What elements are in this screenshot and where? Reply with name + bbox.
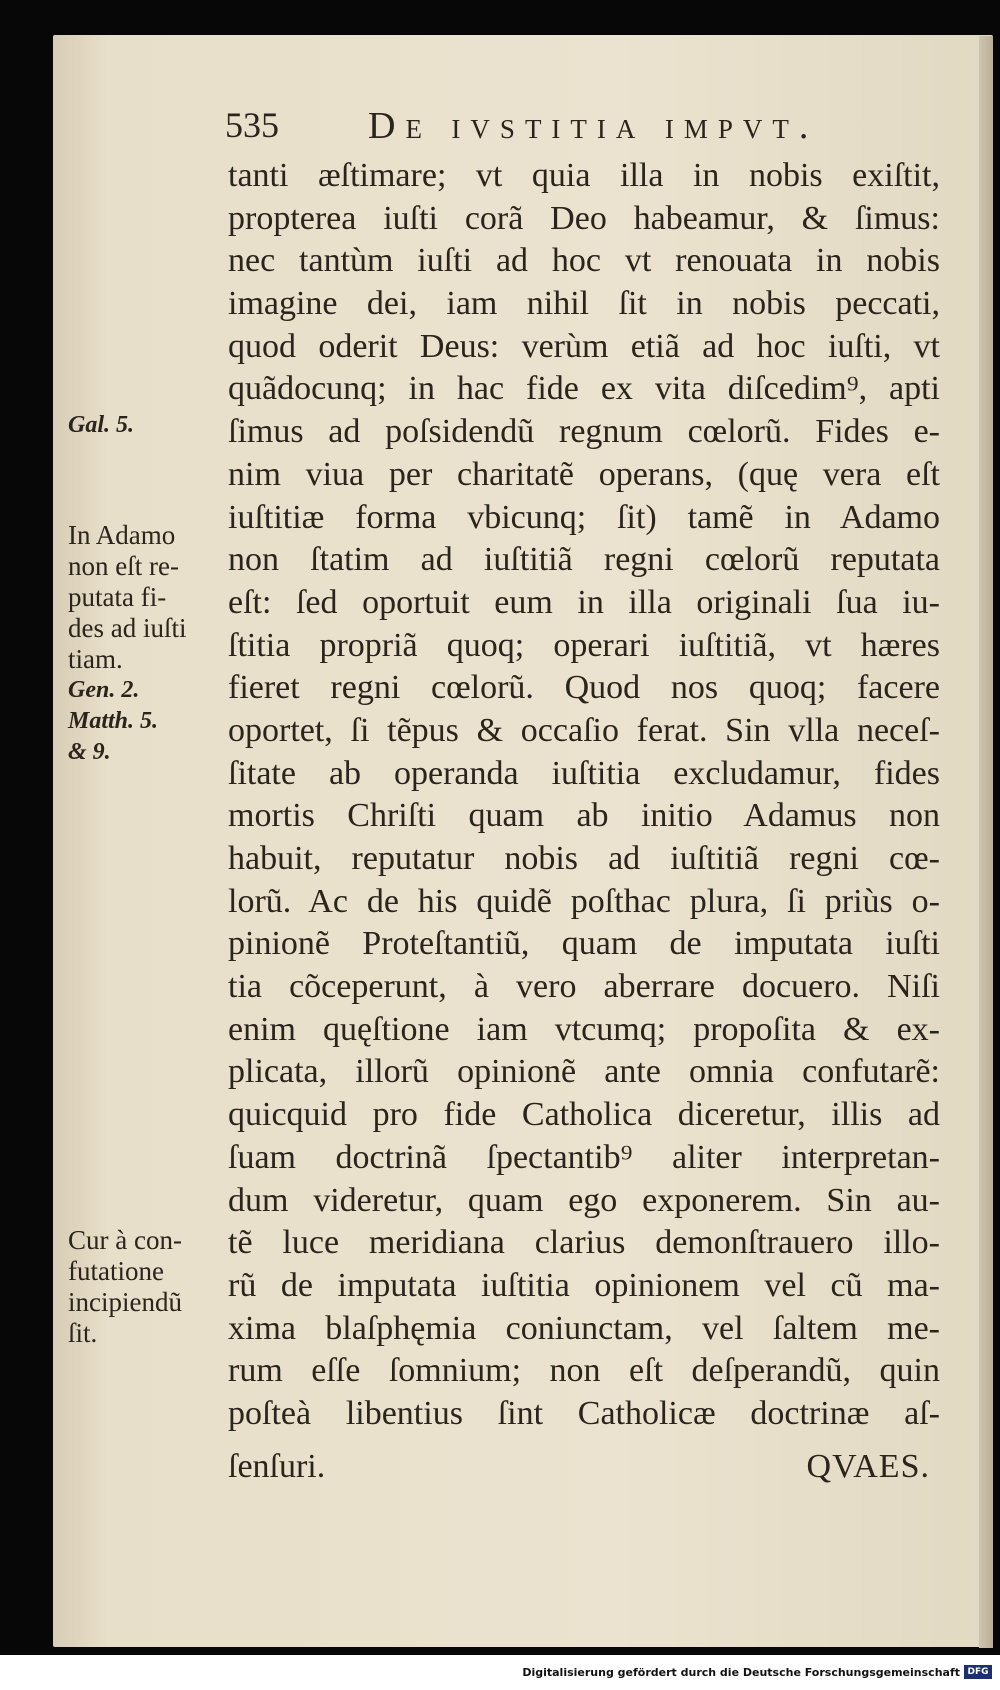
- dfg-logo-icon: DFG: [964, 1665, 992, 1679]
- text-line: ſimus ad poſsidendũ regnum cœlorũ. Fides e-: [228, 413, 940, 451]
- text-line: tẽ luce meridiana clarius demonſtrauero illo-: [228, 1224, 940, 1262]
- catchword: QVAES.: [806, 1448, 930, 1485]
- text-line: iuſtitiæ forma vbicunq; ſit) tamẽ in Adamo: [228, 498, 940, 536]
- marginal-line: incipiendũ: [68, 1287, 182, 1317]
- text-line: nim viua per charitatẽ operans, (quę vera eſt: [228, 455, 940, 493]
- marginal-line: putata fi-: [68, 582, 167, 612]
- text-line: ſuam doctrinã ſpectantib⁹ aliter interpretan-: [228, 1138, 940, 1176]
- text-line: tanti æſtimare; vt quia illa in nobis exiſtit,: [228, 157, 940, 194]
- text-line: xima blaſphęmia coniunctam, vel ſaltem me-: [228, 1309, 940, 1347]
- marginal-note-gal: [68, 410, 228, 441]
- marginal-line: Matth. 5.: [68, 708, 159, 734]
- marginal-line: Gal. 5.: [68, 412, 134, 438]
- text-line: rum eſſe ſomnium; non eſt deſperandũ, quin: [228, 1352, 940, 1390]
- text-line: ſtitia propriã quoq; operari iuſtitiã, vt hæres: [228, 626, 940, 664]
- text-line: pinionẽ Proteſtantiũ, quam de imputata iuſti: [228, 925, 940, 963]
- marginal-line: ſit.: [68, 1318, 98, 1348]
- marginal-line: In Adamo: [68, 520, 176, 550]
- text-line: dum videretur, quam ego exponerem. Sin au-: [228, 1181, 940, 1219]
- marginal-line: futatione: [68, 1256, 164, 1286]
- text-line: ſitate ab operanda iuſtitia excludamur, fides: [228, 754, 940, 792]
- page-header: [220, 100, 940, 160]
- text-line: lorũ. Ac de his quidẽ poſthac plura, ſi priùs o-: [228, 882, 940, 920]
- text-line: plicata, illorũ opinionẽ ante omnia confutarẽ:: [228, 1053, 940, 1091]
- text-line: habuit, reputatur nobis ad iuſtitiã regni cœ-: [228, 840, 940, 877]
- page-number: 535: [225, 105, 279, 145]
- marginal-line: & 9.: [68, 739, 111, 765]
- text-line: mortis Chriſti quam ab initio Adamus non: [228, 797, 940, 835]
- text-line: imagine dei, iam nihil ſit in nobis peccati,: [228, 285, 940, 323]
- text-line: non ſtatim ad iuſtitiã regni cœlorũ reputata: [228, 541, 940, 579]
- catchword-row: [228, 1448, 940, 1492]
- text-line: eſt: ſed oportuit eum in illa originali ſua iu-: [228, 583, 940, 621]
- marginal-line: tiam.: [68, 644, 123, 674]
- text-last-line: ſenſuri.: [228, 1448, 326, 1485]
- text-line: enim quęſtione iam vtcumq; propoſita & ex-: [228, 1010, 940, 1048]
- text-line: quod oderit Deus: verùm etiã ad hoc iuſti, vt: [228, 327, 940, 365]
- text-line: propterea iuſti corã Deo habeamur, & ſimus:: [228, 199, 940, 237]
- marginal-line: des ad iuſti: [68, 613, 187, 643]
- text-line: nec tantùm iuſti ad hoc vt renouata in nobis: [228, 242, 940, 280]
- text-line: oportet, ſi tẽpus & occaſio ferat. Sin vlla neceſ-: [228, 711, 940, 749]
- marginal-line: non eſt re-: [68, 551, 179, 581]
- text-line: rũ de imputata iuſtitia opinionem vel cũ ma-: [228, 1266, 940, 1304]
- footer-credit: Digitalisierung gefördert durch die Deutsche Forschungsgemeinschaft: [522, 1666, 960, 1679]
- text-line: quicquid pro fide Catholica diceretur, illis ad: [228, 1096, 940, 1134]
- main-text-block: [228, 155, 940, 1436]
- text-line: tia cõceperunt, à vero aberrare docuero. Niſi: [228, 968, 940, 1006]
- page-edge: [979, 36, 993, 1648]
- text-line: quãdocunq; in hac fide ex vita diſcedim⁹, apti: [228, 370, 940, 408]
- marginal-note-cur: [68, 1225, 228, 1349]
- text-line: fieret regni cœlorũ. Quod nos quoq; facere: [228, 669, 940, 707]
- running-title: De ivstitia impvt.: [368, 105, 819, 147]
- text-line: poſteà libentius ſint Catholicæ doctrinæ aſ-: [228, 1394, 940, 1432]
- footer-bar: [0, 1656, 1000, 1690]
- marginal-line: Cur à con-: [68, 1225, 182, 1255]
- marginal-note-adamo: [68, 520, 228, 768]
- marginal-line: Gen. 2.: [68, 677, 140, 703]
